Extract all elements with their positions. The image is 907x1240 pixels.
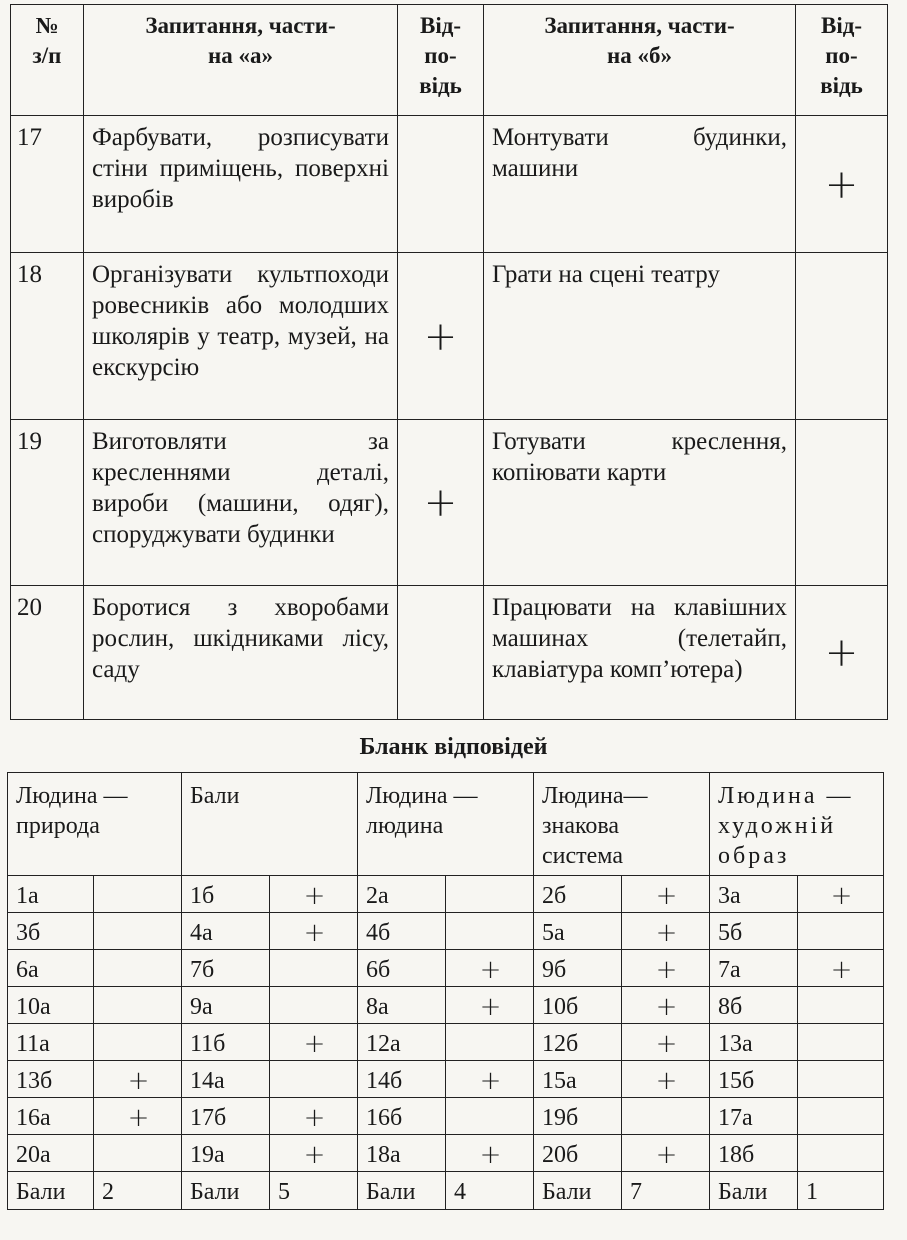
answer-mark (446, 1024, 534, 1061)
question-code: 11б (182, 1024, 270, 1061)
answer-a (398, 586, 484, 720)
answer-mark (94, 987, 182, 1024)
question-code: 6а (8, 950, 94, 987)
question-a: Виготовляти за кресленнями деталі, вироби (машини, одяг), споруджувати будинки (84, 420, 398, 586)
answer-mark (94, 1135, 182, 1172)
question-code: 7а (710, 950, 798, 987)
question-number: 18 (11, 253, 84, 420)
answer-mark (270, 1061, 358, 1098)
table-row (8, 1135, 884, 1172)
answer-mark (270, 987, 358, 1024)
total-label: Бали (358, 1172, 446, 1210)
question-code: 20а (8, 1135, 94, 1172)
answer-mark (798, 913, 884, 950)
answer-mark (446, 1098, 534, 1135)
question-code: 18а (358, 1135, 446, 1172)
answer-mark (798, 987, 884, 1024)
answer-mark: + (622, 1061, 710, 1098)
answer-mark (270, 950, 358, 987)
question-code: 2а (358, 876, 446, 913)
header-num: № з/п (11, 5, 84, 116)
question-code: 5б (710, 913, 798, 950)
answer-b: + (796, 116, 888, 253)
answer-mark: + (94, 1061, 182, 1098)
question-code: 12б (534, 1024, 622, 1061)
question-a: Фарбувати, розписувати стіни приміщень, поверхні виробів (84, 116, 398, 253)
question-code: 8б (710, 987, 798, 1024)
answer-sheet-table (7, 772, 884, 1210)
question-number: 19 (11, 420, 84, 586)
column-header: Людина — художній образ (710, 773, 884, 876)
answer-mark: + (622, 876, 710, 913)
question-code: 15а (534, 1061, 622, 1098)
question-code: 7б (182, 950, 270, 987)
table-row (8, 913, 884, 950)
answer-mark (798, 1135, 884, 1172)
table-row (11, 420, 888, 586)
answer-mark: + (270, 876, 358, 913)
question-code: 1а (8, 876, 94, 913)
header-answer-a: Від- по- відь (398, 5, 484, 116)
column-header: Людина— знакова система (534, 773, 710, 876)
question-code: 19б (534, 1098, 622, 1135)
total-value: 5 (270, 1172, 358, 1210)
table-row (8, 950, 884, 987)
header-part-b: Запитання, части- на «б» (484, 5, 796, 116)
answer-mark: + (446, 1061, 534, 1098)
answer-mark (798, 1098, 884, 1135)
questions-header-row (11, 5, 888, 116)
question-code: 15б (710, 1061, 798, 1098)
question-code: 13а (710, 1024, 798, 1061)
total-value: 2 (94, 1172, 182, 1210)
answer-mark: + (622, 987, 710, 1024)
question-code: 8а (358, 987, 446, 1024)
column-header: Бали (182, 773, 358, 876)
answer-mark (94, 950, 182, 987)
question-b: Грати на сцені театру (484, 253, 796, 420)
question-code: 20б (534, 1135, 622, 1172)
answer-mark (94, 1024, 182, 1061)
table-row (8, 1061, 884, 1098)
question-code: 11а (8, 1024, 94, 1061)
question-code: 10б (534, 987, 622, 1024)
question-code: 9а (182, 987, 270, 1024)
answer-sheet-body (8, 876, 884, 1172)
question-code: 3а (710, 876, 798, 913)
question-code: 16б (358, 1098, 446, 1135)
questions-table (10, 4, 888, 720)
question-number: 20 (11, 586, 84, 720)
answer-mark: + (270, 1135, 358, 1172)
column-header: Людина — людина (358, 773, 534, 876)
answer-b (796, 253, 888, 420)
answer-mark: + (798, 876, 884, 913)
header-part-a: Запитання, части- на «а» (84, 5, 398, 116)
question-code: 5а (534, 913, 622, 950)
column-header: Людина — природа (8, 773, 182, 876)
answer-mark: + (270, 1024, 358, 1061)
total-label: Бали (182, 1172, 270, 1210)
answer-mark: + (622, 1135, 710, 1172)
question-code: 4а (182, 913, 270, 950)
question-number: 17 (11, 116, 84, 253)
question-code: 6б (358, 950, 446, 987)
question-a: Боротися з хворобами рослин, шкідниками лісу, саду (84, 586, 398, 720)
question-code: 12а (358, 1024, 446, 1061)
answer-mark (94, 913, 182, 950)
table-row (11, 253, 888, 420)
question-code: 14б (358, 1061, 446, 1098)
question-code: 17б (182, 1098, 270, 1135)
question-a: Організувати культпоходи ровесників або молодших школярів у театр, музей, на екскурсію (84, 253, 398, 420)
answer-mark: + (94, 1098, 182, 1135)
total-value: 7 (622, 1172, 710, 1210)
answer-mark: + (270, 913, 358, 950)
question-code: 10а (8, 987, 94, 1024)
answer-a: + (398, 420, 484, 586)
question-code: 1б (182, 876, 270, 913)
answer-mark: + (622, 913, 710, 950)
answer-mark: + (798, 950, 884, 987)
question-code: 14а (182, 1061, 270, 1098)
answer-mark: + (622, 1024, 710, 1061)
answer-sheet-title: Бланк відповідей (359, 734, 548, 760)
header-answer-b: Від- по- відь (796, 5, 888, 116)
answer-mark: + (446, 1135, 534, 1172)
table-row (11, 586, 888, 720)
table-row (8, 987, 884, 1024)
question-code: 19а (182, 1135, 270, 1172)
answer-mark (446, 913, 534, 950)
answer-mark: + (270, 1098, 358, 1135)
question-code: 18б (710, 1135, 798, 1172)
total-label: Бали (710, 1172, 798, 1210)
table-row (8, 1098, 884, 1135)
answer-mark: + (446, 950, 534, 987)
total-value: 1 (798, 1172, 884, 1210)
answer-mark: + (622, 950, 710, 987)
answer-sheet-header-row (8, 773, 884, 876)
question-code: 9б (534, 950, 622, 987)
answer-a (398, 116, 484, 253)
total-label: Бали (534, 1172, 622, 1210)
table-row (8, 876, 884, 913)
question-code: 13б (8, 1061, 94, 1098)
answer-mark (798, 1061, 884, 1098)
answer-b: + (796, 586, 888, 720)
answer-b (796, 420, 888, 586)
question-code: 3б (8, 913, 94, 950)
answer-mark (622, 1098, 710, 1135)
question-code: 4б (358, 913, 446, 950)
answer-mark (94, 876, 182, 913)
total-label: Бали (8, 1172, 94, 1210)
table-row (11, 116, 888, 253)
question-b: Працювати на клавішних машинах (телетайп, клавіатура комп’ютера) (484, 586, 796, 720)
question-b: Готувати креслення, копіювати карти (484, 420, 796, 586)
question-code: 2б (534, 876, 622, 913)
answer-mark: + (446, 987, 534, 1024)
answer-mark (798, 1024, 884, 1061)
total-value: 4 (446, 1172, 534, 1210)
question-b: Монтувати будинки, машини (484, 116, 796, 253)
question-code: 17а (710, 1098, 798, 1135)
answer-mark (446, 876, 534, 913)
answer-a: + (398, 253, 484, 420)
question-code: 16а (8, 1098, 94, 1135)
table-row (8, 1024, 884, 1061)
totals-row (8, 1172, 884, 1210)
